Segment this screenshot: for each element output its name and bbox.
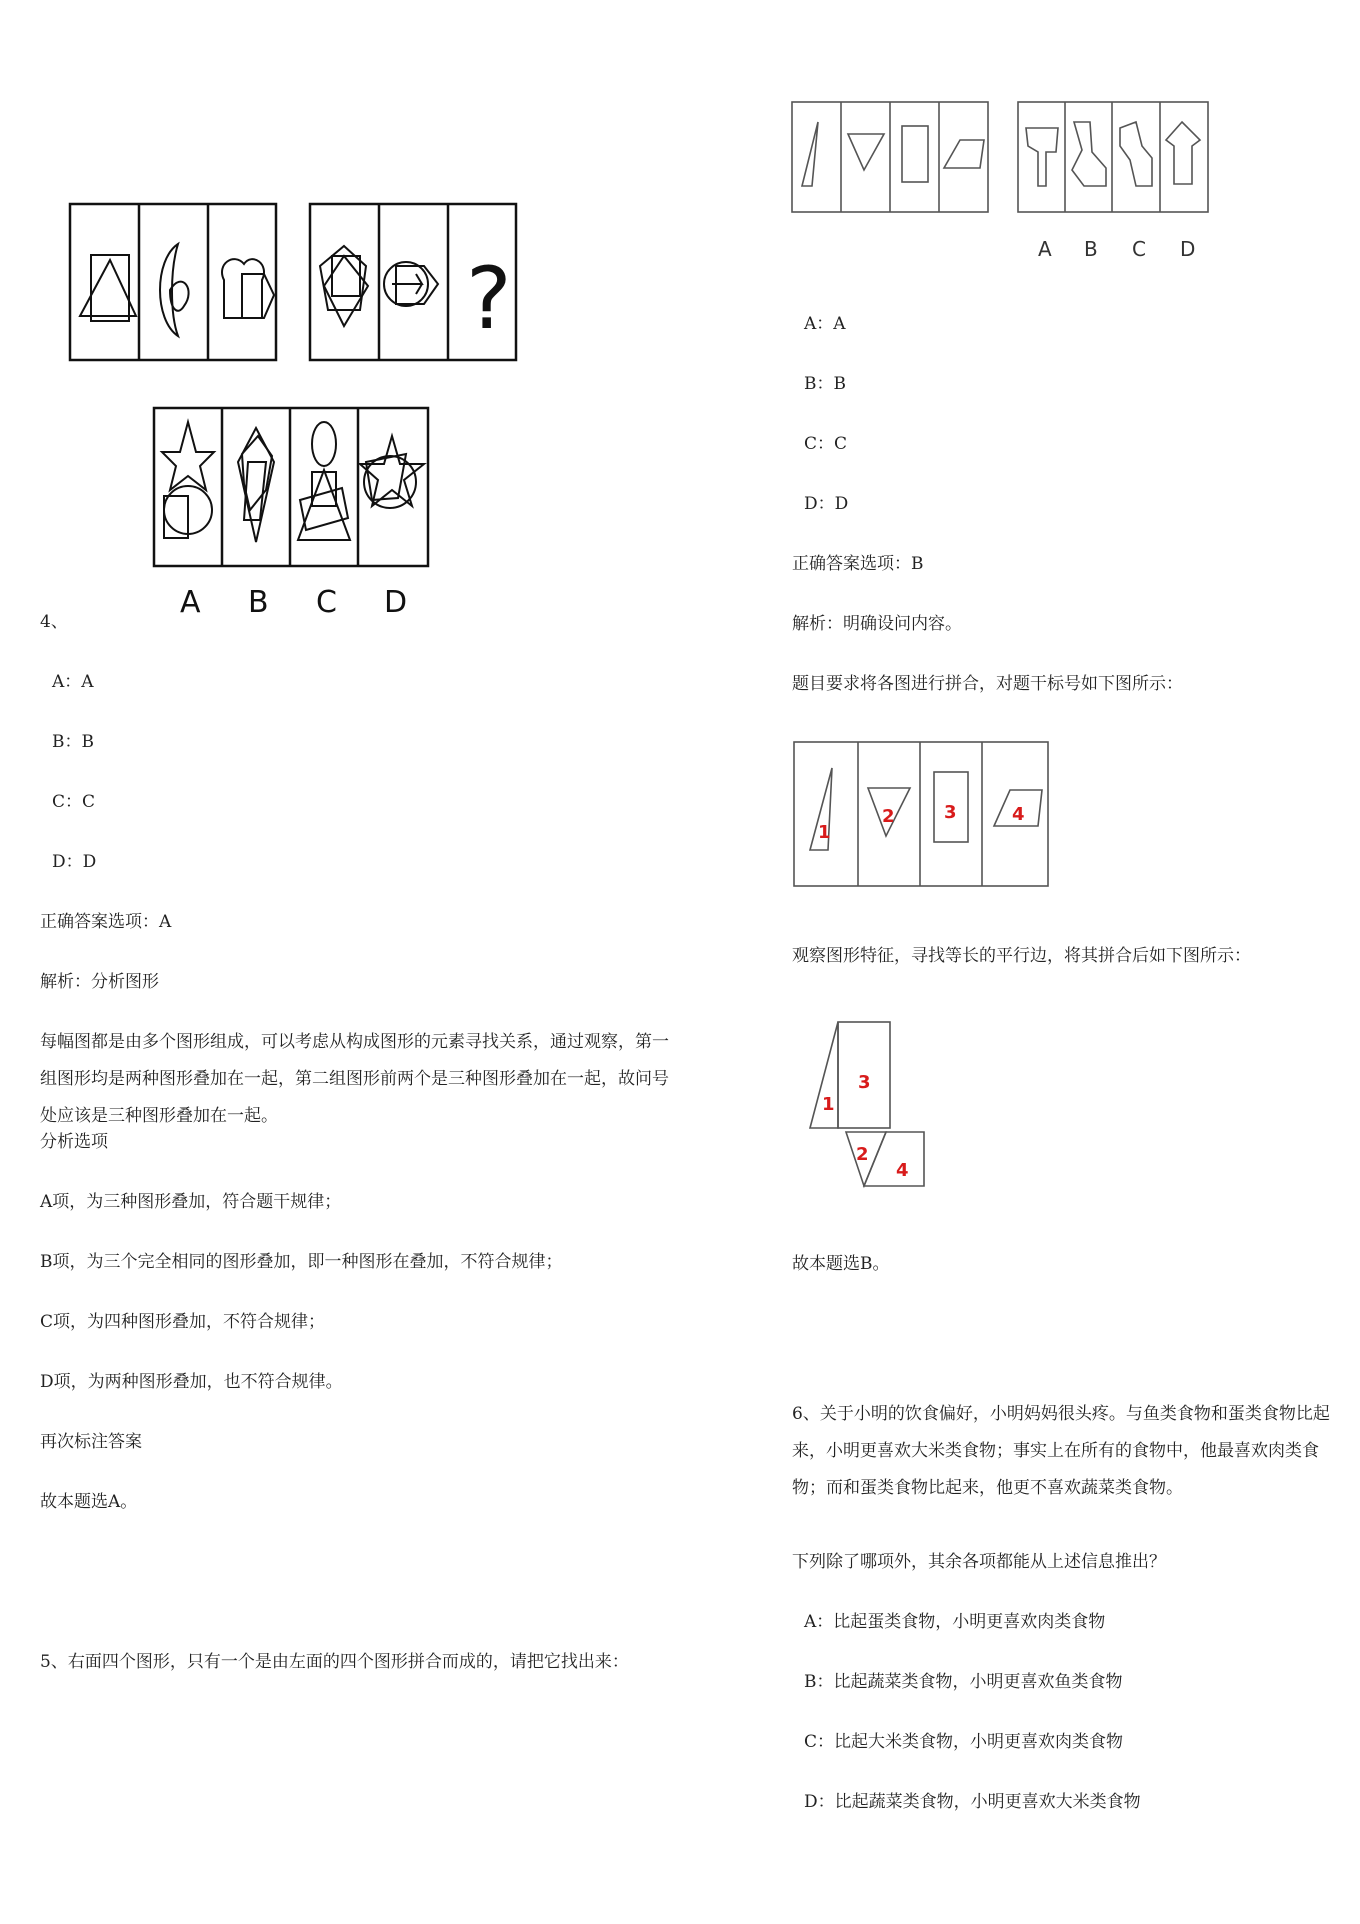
q4-figure [66,200,526,620]
q6-option-c[interactable]: C：比起大米类食物，小明更喜欢肉类食物 [804,1732,1124,1752]
q4-number: 4、 [40,612,68,632]
q4-analysis-body: 每幅图都是由多个图形组成，可以考虑从构成图形的元素寻找关系，通过观察，第一组图形均是两种图形叠加在一起，第二组图形前两个是三种图形叠加在一起，故问号处应该是三种图形叠加在一起。 [40,1032,669,1126]
q5-option-b[interactable]: B：B [804,374,846,394]
q4-option-a[interactable]: A：A [52,672,94,692]
q4-g1-cell1 [80,255,136,321]
q4-answer: 正确答案选项：A [40,912,172,932]
q4-option-b[interactable]: B：B [52,732,94,752]
q5-analysis-title: 解析：明确设问内容。 [792,614,962,634]
label-3: 3 [944,802,957,823]
q6-option-a[interactable]: A：比起蛋类食物，小明更喜欢肉类食物 [804,1612,1106,1632]
q4-option-b-shape [238,428,274,542]
q5-piece1 [802,122,818,186]
q5-choice-a-shape [1026,128,1058,186]
q6-question: 6、关于小明的饮食偏好，小明妈妈很头疼。与鱼类食物和蛋类食物比起来，小明更喜欢大米类食物；事实上在所有的食物中，他最喜欢肉类食物；而和蛋类食物比起来，他更不喜欢蔬菜类食物。 [792,1404,1330,1498]
q4-option-d[interactable]: D：D [52,852,97,872]
q4-analyze-options: 分析选项 [40,1132,108,1152]
q5-choice-d-shape [1166,122,1200,184]
q4-option-c-shape [298,422,350,540]
q5-assembled-figure [802,1016,942,1196]
q4-letter-a: A [180,585,201,620]
q5-analysis-step1: 题目要求将各图进行拼合，对题干标号如下图所示： [792,674,1183,694]
q5-answer: 正确答案选项：B [792,554,924,574]
q5-option-c[interactable]: C：C [804,434,848,454]
q4-option-b-note: B项，为三个完全相同的图形叠加，即一种图形在叠加，不符合规律； [40,1252,563,1272]
assembled-piece4 [864,1132,924,1186]
q5-piece3 [902,126,928,182]
q5-letter-d: D [1180,237,1196,261]
q5-choice-b-shape [1072,122,1106,186]
assembled-label-2: 2 [856,1144,869,1165]
label-4: 4 [1012,804,1025,825]
q5-given-strip [792,102,988,212]
label-2: 2 [882,806,895,827]
assembled-label-1: 1 [822,1094,835,1115]
q6-option-d[interactable]: D：比起蔬菜类食物，小明更喜欢大米类食物 [804,1792,1141,1812]
q5-option-a[interactable]: A：A [804,314,846,334]
q4-letter-b: B [248,585,269,620]
q6-prompt: 下列除了哪项外，其余各项都能从上述信息推出？ [792,1552,1166,1572]
q5-letter-c: C [1132,237,1146,261]
q4-g2-cell1 [320,246,368,326]
q4-recheck: 再次标注答案 [40,1432,142,1452]
q4-g2-cell2 [384,262,438,306]
q5-label-figure [792,738,1052,890]
q4-letter-d: D [384,585,408,620]
q5-letter-a: A [1038,237,1052,261]
q4-conclusion: 故本题选A。 [40,1492,138,1512]
q5-figure [790,96,1210,266]
q4-option-a-shape [162,422,214,538]
q4-option-d-shape [360,436,424,508]
q6-option-b[interactable]: B：比起蔬菜类食物，小明更喜欢鱼类食物 [804,1672,1123,1692]
q5-question: 5、右面四个图形，只有一个是由左面的四个图形拼合而成的，请把它找出来： [40,1652,629,1672]
q5-analysis-step2: 观察图形特征，寻找等长的平行边，将其拼合后如下图所示： [792,946,1251,966]
assembled-label-3: 3 [858,1072,871,1093]
q4-option-d-note: D项，为两种图形叠加，也不符合规律。 [40,1372,343,1392]
q4-option-c-note: C项，为四种图形叠加，不符合规律； [40,1312,326,1332]
q4-option-a-note: A项，为三种图形叠加，符合题干规律； [40,1192,342,1212]
q5-piece4 [944,140,984,168]
q5-choice-c-shape [1120,122,1152,186]
q5-letter-b: B [1084,237,1098,261]
assembled-label-4: 4 [896,1160,909,1181]
q5-conclusion: 故本题选B。 [792,1254,890,1274]
q5-piece2 [848,134,884,170]
q4-letter-c: C [316,585,337,620]
q4-question-mark: ? [466,249,512,349]
q4-g1-cell2 [160,244,189,336]
q5-option-d[interactable]: D：D [804,494,849,514]
q4-g1-cell3 [222,259,274,318]
q4-analysis-title: 解析：分析图形 [40,972,159,992]
label-1: 1 [818,822,831,843]
q4-option-c[interactable]: C：C [52,792,96,812]
